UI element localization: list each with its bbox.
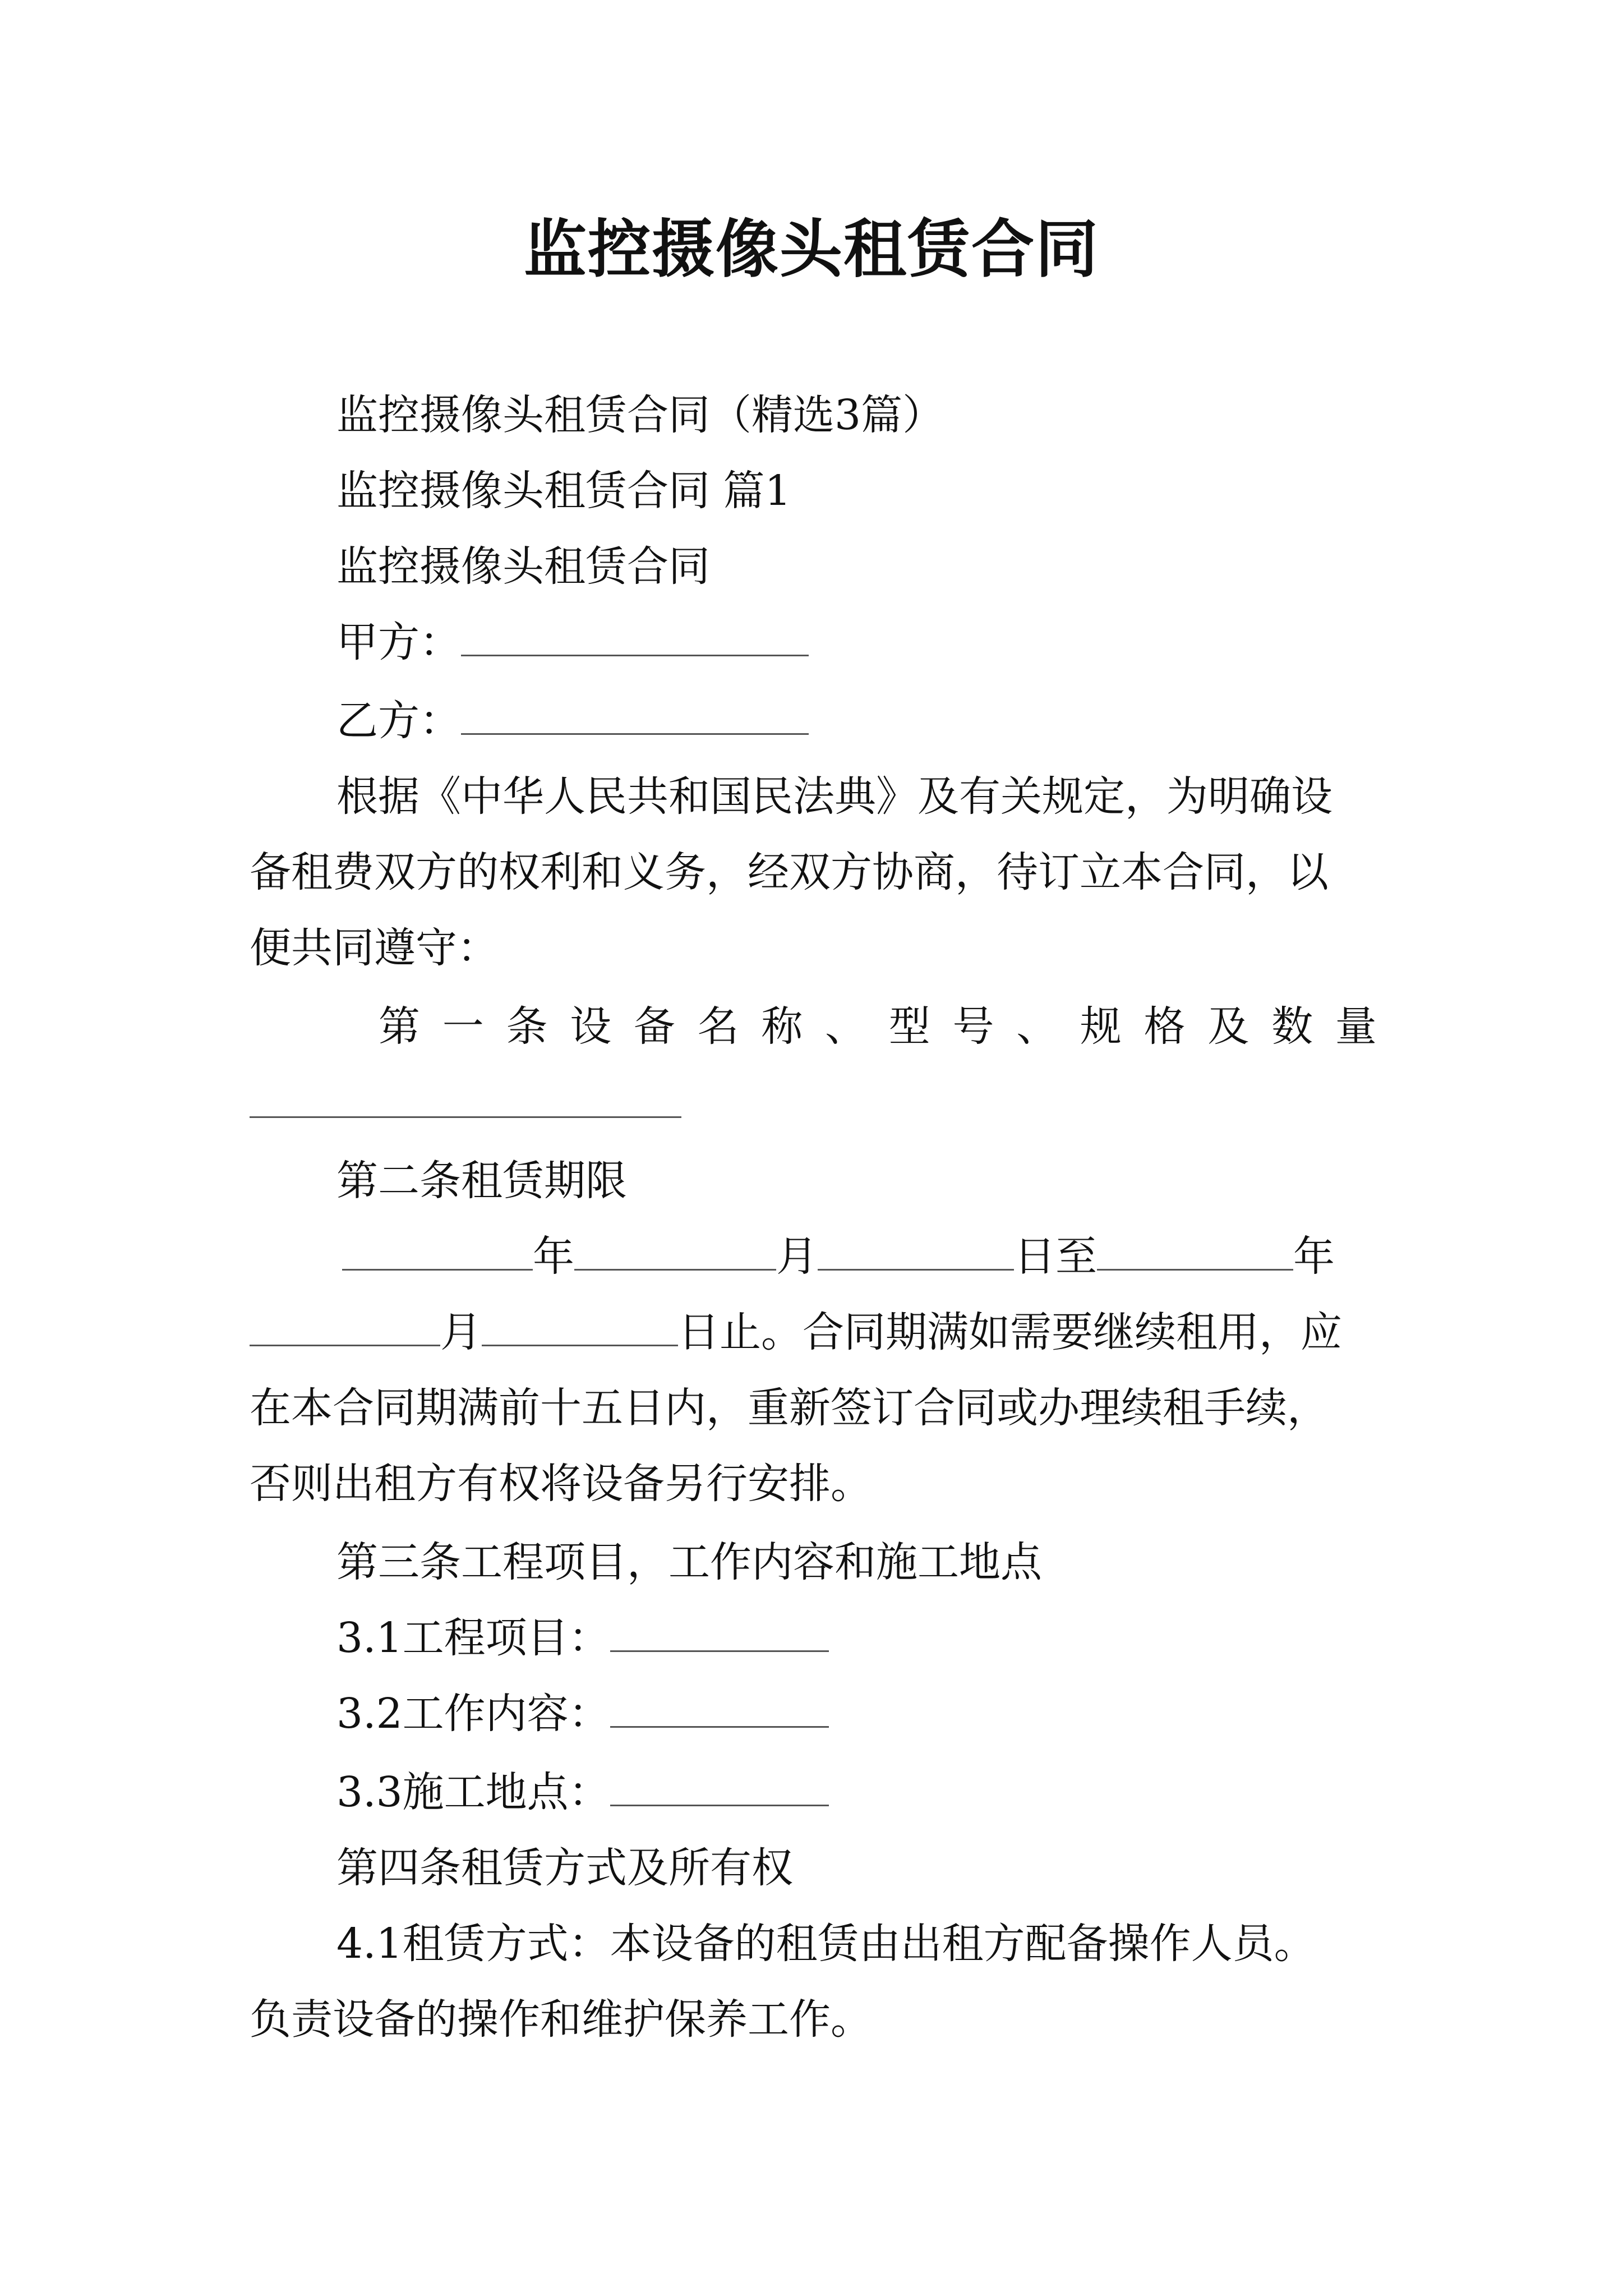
article-1-char: 规	[1080, 1002, 1122, 1051]
article-1-char: 条	[506, 1002, 548, 1051]
article-2-date-line-2	[250, 1304, 1342, 1360]
party-a-label: 甲方：	[336, 618, 461, 666]
day-to-label: 日至	[1014, 1232, 1097, 1281]
article-2-heading: 第二条租赁期限	[336, 1157, 627, 1205]
article-4-heading: 第四条租赁方式及所有权	[336, 1844, 793, 1892]
end-month-blank	[250, 1305, 440, 1346]
article-3-2-line	[336, 1686, 829, 1742]
article-1-char: 量	[1335, 1002, 1377, 1051]
article-1-char: 格	[1144, 1002, 1186, 1051]
article-3-1-blank	[610, 1611, 829, 1652]
article-4-1-line-2: 负责设备的操作和维护保养工作。	[250, 1995, 872, 2044]
end-month-label: 月	[440, 1308, 482, 1356]
article-1-char: 名	[697, 1002, 739, 1051]
preamble-line-2: 备租费双方的权利和义务，经双方协商，待订立本合同，以	[250, 848, 1329, 896]
article-4-1-line-1: 4.1租赁方式：本设备的租赁由出租方配备操作人员。	[336, 1920, 1316, 1968]
article-3-1-line	[336, 1610, 829, 1666]
article-1-char: 、	[825, 1002, 867, 1051]
end-year-blank	[1097, 1230, 1293, 1271]
article-1-char: 备	[633, 1002, 675, 1051]
end-year-label: 年	[1293, 1232, 1335, 1281]
article-1-char: 及	[1207, 1002, 1249, 1051]
article-3-heading: 第三条工程项目，工作内容和施工地点	[336, 1538, 1042, 1586]
article-2-date-line-1	[342, 1228, 1335, 1285]
party-a-line	[336, 614, 809, 670]
article-1-char: 设	[570, 1002, 612, 1051]
article-1-blank	[250, 1116, 681, 1118]
article-1-char: 、	[1016, 1002, 1058, 1051]
article-1-char: 号	[952, 1002, 994, 1051]
article-3-2-blank	[610, 1687, 829, 1728]
article-2-line-3: 在本合同期满前十五日内，重新签订合同或办理续租手续，	[250, 1384, 1329, 1432]
until-text: 日止。合同期满如需要继续租用，应	[678, 1308, 1342, 1356]
party-b-line	[336, 693, 809, 749]
article-3-2-label: 3.2工作内容：	[336, 1690, 610, 1738]
article-1-char: 数	[1271, 1002, 1313, 1051]
contract-name: 监控摄像头租赁合同	[336, 542, 710, 591]
month-label: 月	[776, 1232, 818, 1281]
party-b-blank	[461, 694, 809, 735]
article-3-3-label: 3.3施工地点：	[336, 1768, 610, 1816]
start-year-blank	[342, 1230, 533, 1271]
preamble-line-3: 便共同遵守：	[250, 924, 499, 972]
party-a-blank	[461, 615, 809, 656]
article-1-heading	[379, 999, 1377, 1055]
article-3-3-line	[336, 1764, 829, 1820]
article-2-line-4: 否则出租方有权将设备另行安排。	[250, 1460, 872, 1508]
subtitle: 监控摄像头租赁合同（精选3篇）	[336, 391, 944, 439]
preamble-line-1: 根据《中华人民共和国民法典》及有关规定，为明确设	[336, 772, 1332, 821]
article-1-char: 称	[761, 1002, 803, 1051]
article-1-char: 第	[379, 1002, 420, 1051]
article-3-1-label: 3.1工程项目：	[336, 1614, 610, 1662]
article-1-char: 型	[888, 1002, 930, 1051]
end-day-blank	[482, 1305, 678, 1346]
article-3-3-blank	[610, 1765, 829, 1806]
year-label: 年	[533, 1232, 574, 1281]
party-b-label: 乙方：	[336, 697, 461, 745]
start-month-blank	[574, 1230, 776, 1271]
article-1-char: 一	[442, 1002, 484, 1051]
part-heading: 监控摄像头租赁合同 篇1	[336, 467, 791, 515]
start-day-blank	[818, 1230, 1014, 1271]
document-title: 监控摄像头租赁合同	[524, 213, 1099, 286]
